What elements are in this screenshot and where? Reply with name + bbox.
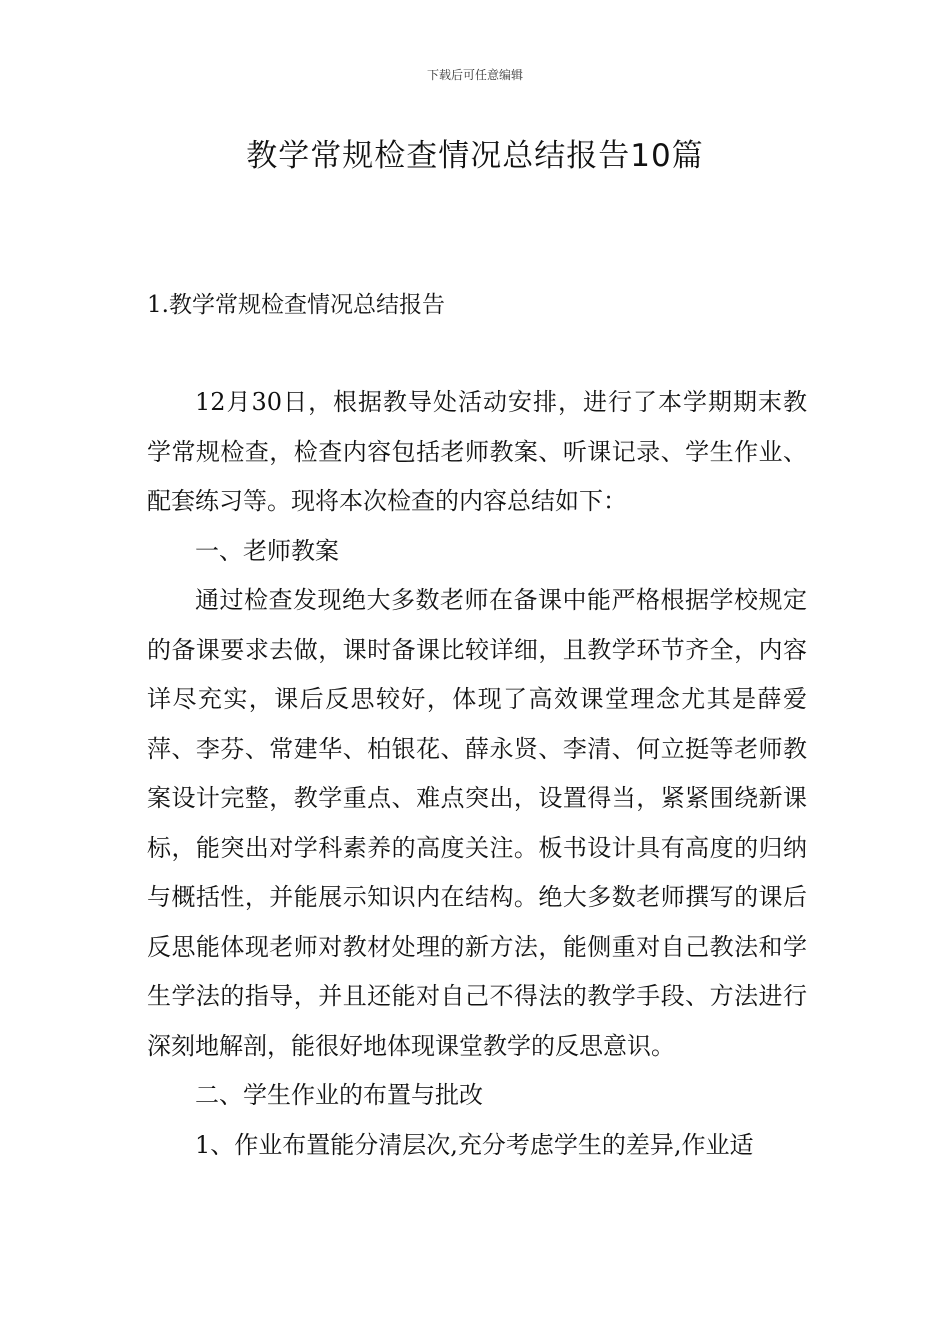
document-title: 教学常规检查情况总结报告10篇 xyxy=(246,138,704,174)
header-note: 下载后可任意编辑 xyxy=(426,68,523,82)
paragraph-intro: 12月30日，根据教导处活动安排，进行了本学期期末教学常规检查，检查内容包括老师教案、听课记录、学生作业、配套练习等。现将本次检查的内容总结如下： xyxy=(147,388,807,515)
paragraph-teacher-plans: 通过检查发现绝大多数老师在备课中能严格根据学校规定的备课要求去做，课时备课比较详细，且教学环节齐全，内容详尽充实，课后反思较好，体现了高效课堂理念尤其是薛爱萍、李芬、常建华、柏银花、薛永贤、李清、何立挺等老师教案设计完整，教学重点、难点突出，设置得当，紧紧围绕新课标，能突出对学科素养的高度关注。板书设计具有高度的归纳与概括性，并能展示知识内在结构。绝大多数老师撰写的课后反思能体现老师对教材处理的新方法，能侧重对自己教法和学生学法的指导，并且还能对自己不得法的教学手段、方法进行深刻地解剖，能很好地体现课堂教学的反思意识。 xyxy=(147,586,807,1060)
document-body xyxy=(147,378,807,1170)
section-heading: 1.教学常规检查情况总结报告 xyxy=(147,292,445,318)
subheading-teacher-plans: 一、老师教案 xyxy=(195,536,339,565)
paragraph-homework: 1、作业布置能分清层次,充分考虑学生的差异,作业适 xyxy=(195,1130,754,1159)
subheading-homework: 二、学生作业的布置与批改 xyxy=(195,1081,483,1109)
